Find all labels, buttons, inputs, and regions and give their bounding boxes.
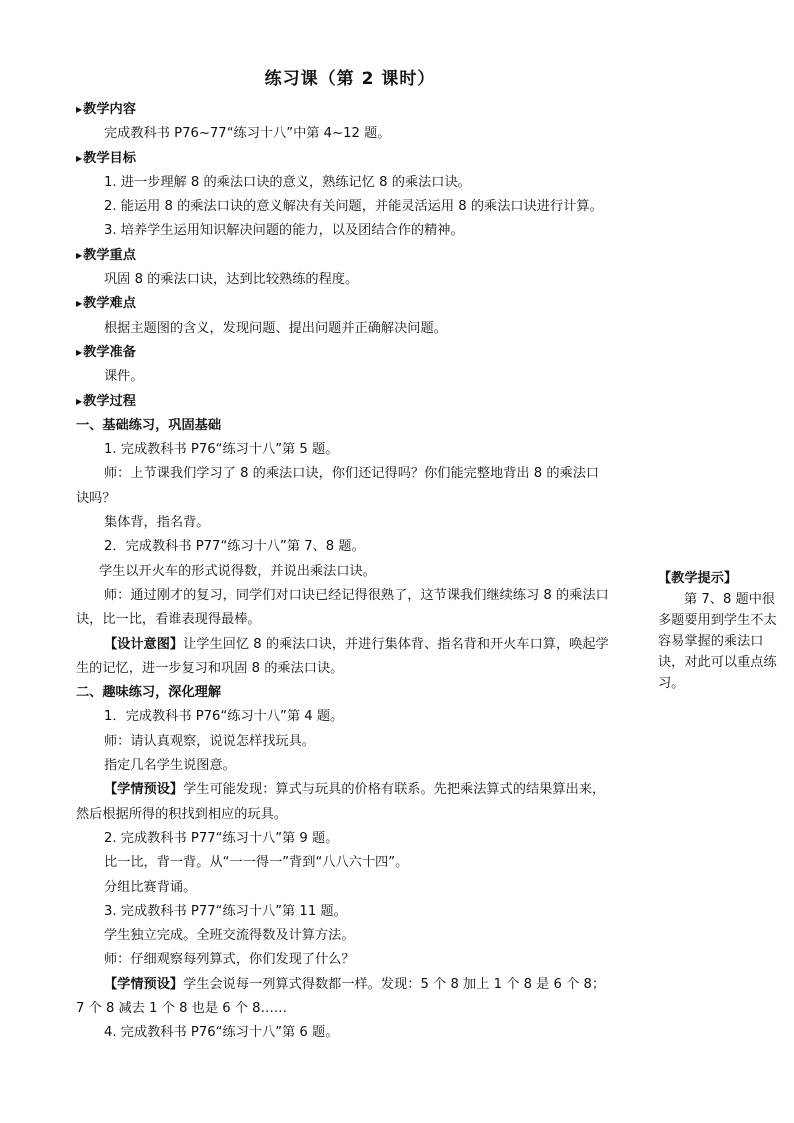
teacher-speech: 师：仔细观察每列算式，你们发现了什么？ (104, 952, 355, 968)
teacher-speech: 师：通过刚才的复习，同学们对口诀已经记得很熟了，这节课我们继续练习 8 的乘法口诀，比一比，看谁表现得最棒。 (76, 587, 609, 628)
goal-item: 3. 培养学生运用知识解决问题的能力，以及团结合作的精神。 (104, 223, 464, 239)
difficulty-text: 根据主题图的含义，发现问题、提出问题并正确解决问题。 (104, 320, 447, 336)
section-heading-preparation: ▶教学准备 (76, 344, 136, 360)
section-heading-difficulty: ▶教学难点 (76, 296, 136, 312)
forecast-text: 学生会说每一列算式得数都一样。发现：5 个 8 加上 1 个 8 是 6 个 8；7 个 8 减去 1 个 8 也是 6 个 8…… (76, 976, 606, 1016)
activity-text: 学生以开火车的形式说得数，并说出乘法口诀。 (99, 563, 376, 579)
teaching-tip-sidebar (658, 568, 778, 694)
activity-text: 学生独立完成。全班交流得数及计算方法。 (104, 928, 355, 944)
exercise-item: 2．完成教科书 P77“练习十八”第 7、8 题。 (104, 539, 365, 555)
part-two-heading: 二、趣味练习，深化理解 (76, 685, 222, 701)
exercise-item: 2. 完成教科书 P77“练习十八”第 9 题。 (104, 830, 339, 846)
triangle-bullet-icon: ▶ (76, 153, 83, 163)
activity-text: 集体背，指名背。 (104, 515, 210, 531)
triangle-bullet-icon: ▶ (76, 396, 83, 406)
forecast-tag: 【学情预设】 (104, 976, 184, 992)
content-text: 完成教科书 P76~77“练习十八”中第 4~12 题。 (104, 126, 391, 142)
design-intent-text: 让学生回忆 8 的乘法口诀，并进行集体背、指名背和开火车口算，唤起学生的记忆，进一步复习和巩固 8 的乘法口诀。 (76, 636, 609, 676)
sidebar-text: 第 7、8 题中很多题要用到学生不太容易掌握的乘法口诀，对此可以重点练习。 (658, 592, 777, 691)
triangle-bullet-icon: ▶ (76, 105, 83, 114)
triangle-bullet-icon: ▶ (76, 347, 83, 357)
student-forecast (76, 973, 611, 1022)
design-intent (76, 633, 611, 682)
design-intent-tag: 【设计意图】 (104, 636, 184, 652)
goal-item: 2. 能运用 8 的乘法口诀的意义解决有关问题，并能灵活运用 8 的乘法口诀进行计算。 (104, 199, 603, 215)
exercise-item: 1. 完成教科书 P76“练习十八”第 5 题。 (104, 442, 339, 458)
page-title: 练习课（第 2 课时） (264, 69, 436, 89)
triangle-bullet-icon: ▶ (76, 250, 83, 260)
section-heading-key-points: ▶教学重点 (76, 247, 136, 263)
exercise-item: 1．完成教科书 P76“练习十八”第 4 题。 (104, 709, 344, 725)
section-heading-content: ▶教学内容 (76, 102, 136, 117)
forecast-text: 学生可能发现：算式与玩具的价格有联系。先把乘法算式的结果算出来，然后根据所得的积找到相应的玩具。 (76, 782, 606, 822)
key-points-text: 巩固 8 的乘法口诀，达到比较熟练的程度。 (104, 272, 359, 288)
activity-text: 比一比，背一背。从“一一得一”背到“八八六十四”。 (104, 855, 409, 871)
section-heading-process: ▶教学过程 (76, 393, 136, 409)
exercise-item: 3. 完成教科书 P77“练习十八”第 11 题。 (104, 903, 347, 919)
section-heading-goals: ▶教学目标 (76, 150, 136, 166)
student-forecast (76, 778, 611, 827)
teacher-speech: 师：上节课我们学习了 8 的乘法口诀，你们还记得吗？你们能完整地背出 8 的乘法口诀吗？ (76, 466, 600, 506)
preparation-text: 课件。 (104, 369, 144, 385)
activity-text: 指定几名学生说图意。 (104, 758, 236, 774)
teacher-speech: 师：请认真观察，说说怎样找玩具。 (104, 733, 315, 749)
main-content (76, 98, 611, 1046)
forecast-tag: 【学情预设】 (104, 782, 184, 798)
part-one-heading: 一、基础练习，巩固基础 (76, 417, 222, 433)
goal-item: 1. 进一步理解 8 的乘法口诀的意义，熟练记忆 8 的乘法口诀。 (104, 174, 471, 190)
sidebar-title: 【教学提示】 (658, 571, 738, 586)
activity-text: 分组比赛背诵。 (104, 879, 197, 895)
exercise-item: 4. 完成教科书 P76“练习十八”第 6 题。 (104, 1025, 339, 1041)
triangle-bullet-icon: ▶ (76, 299, 83, 309)
